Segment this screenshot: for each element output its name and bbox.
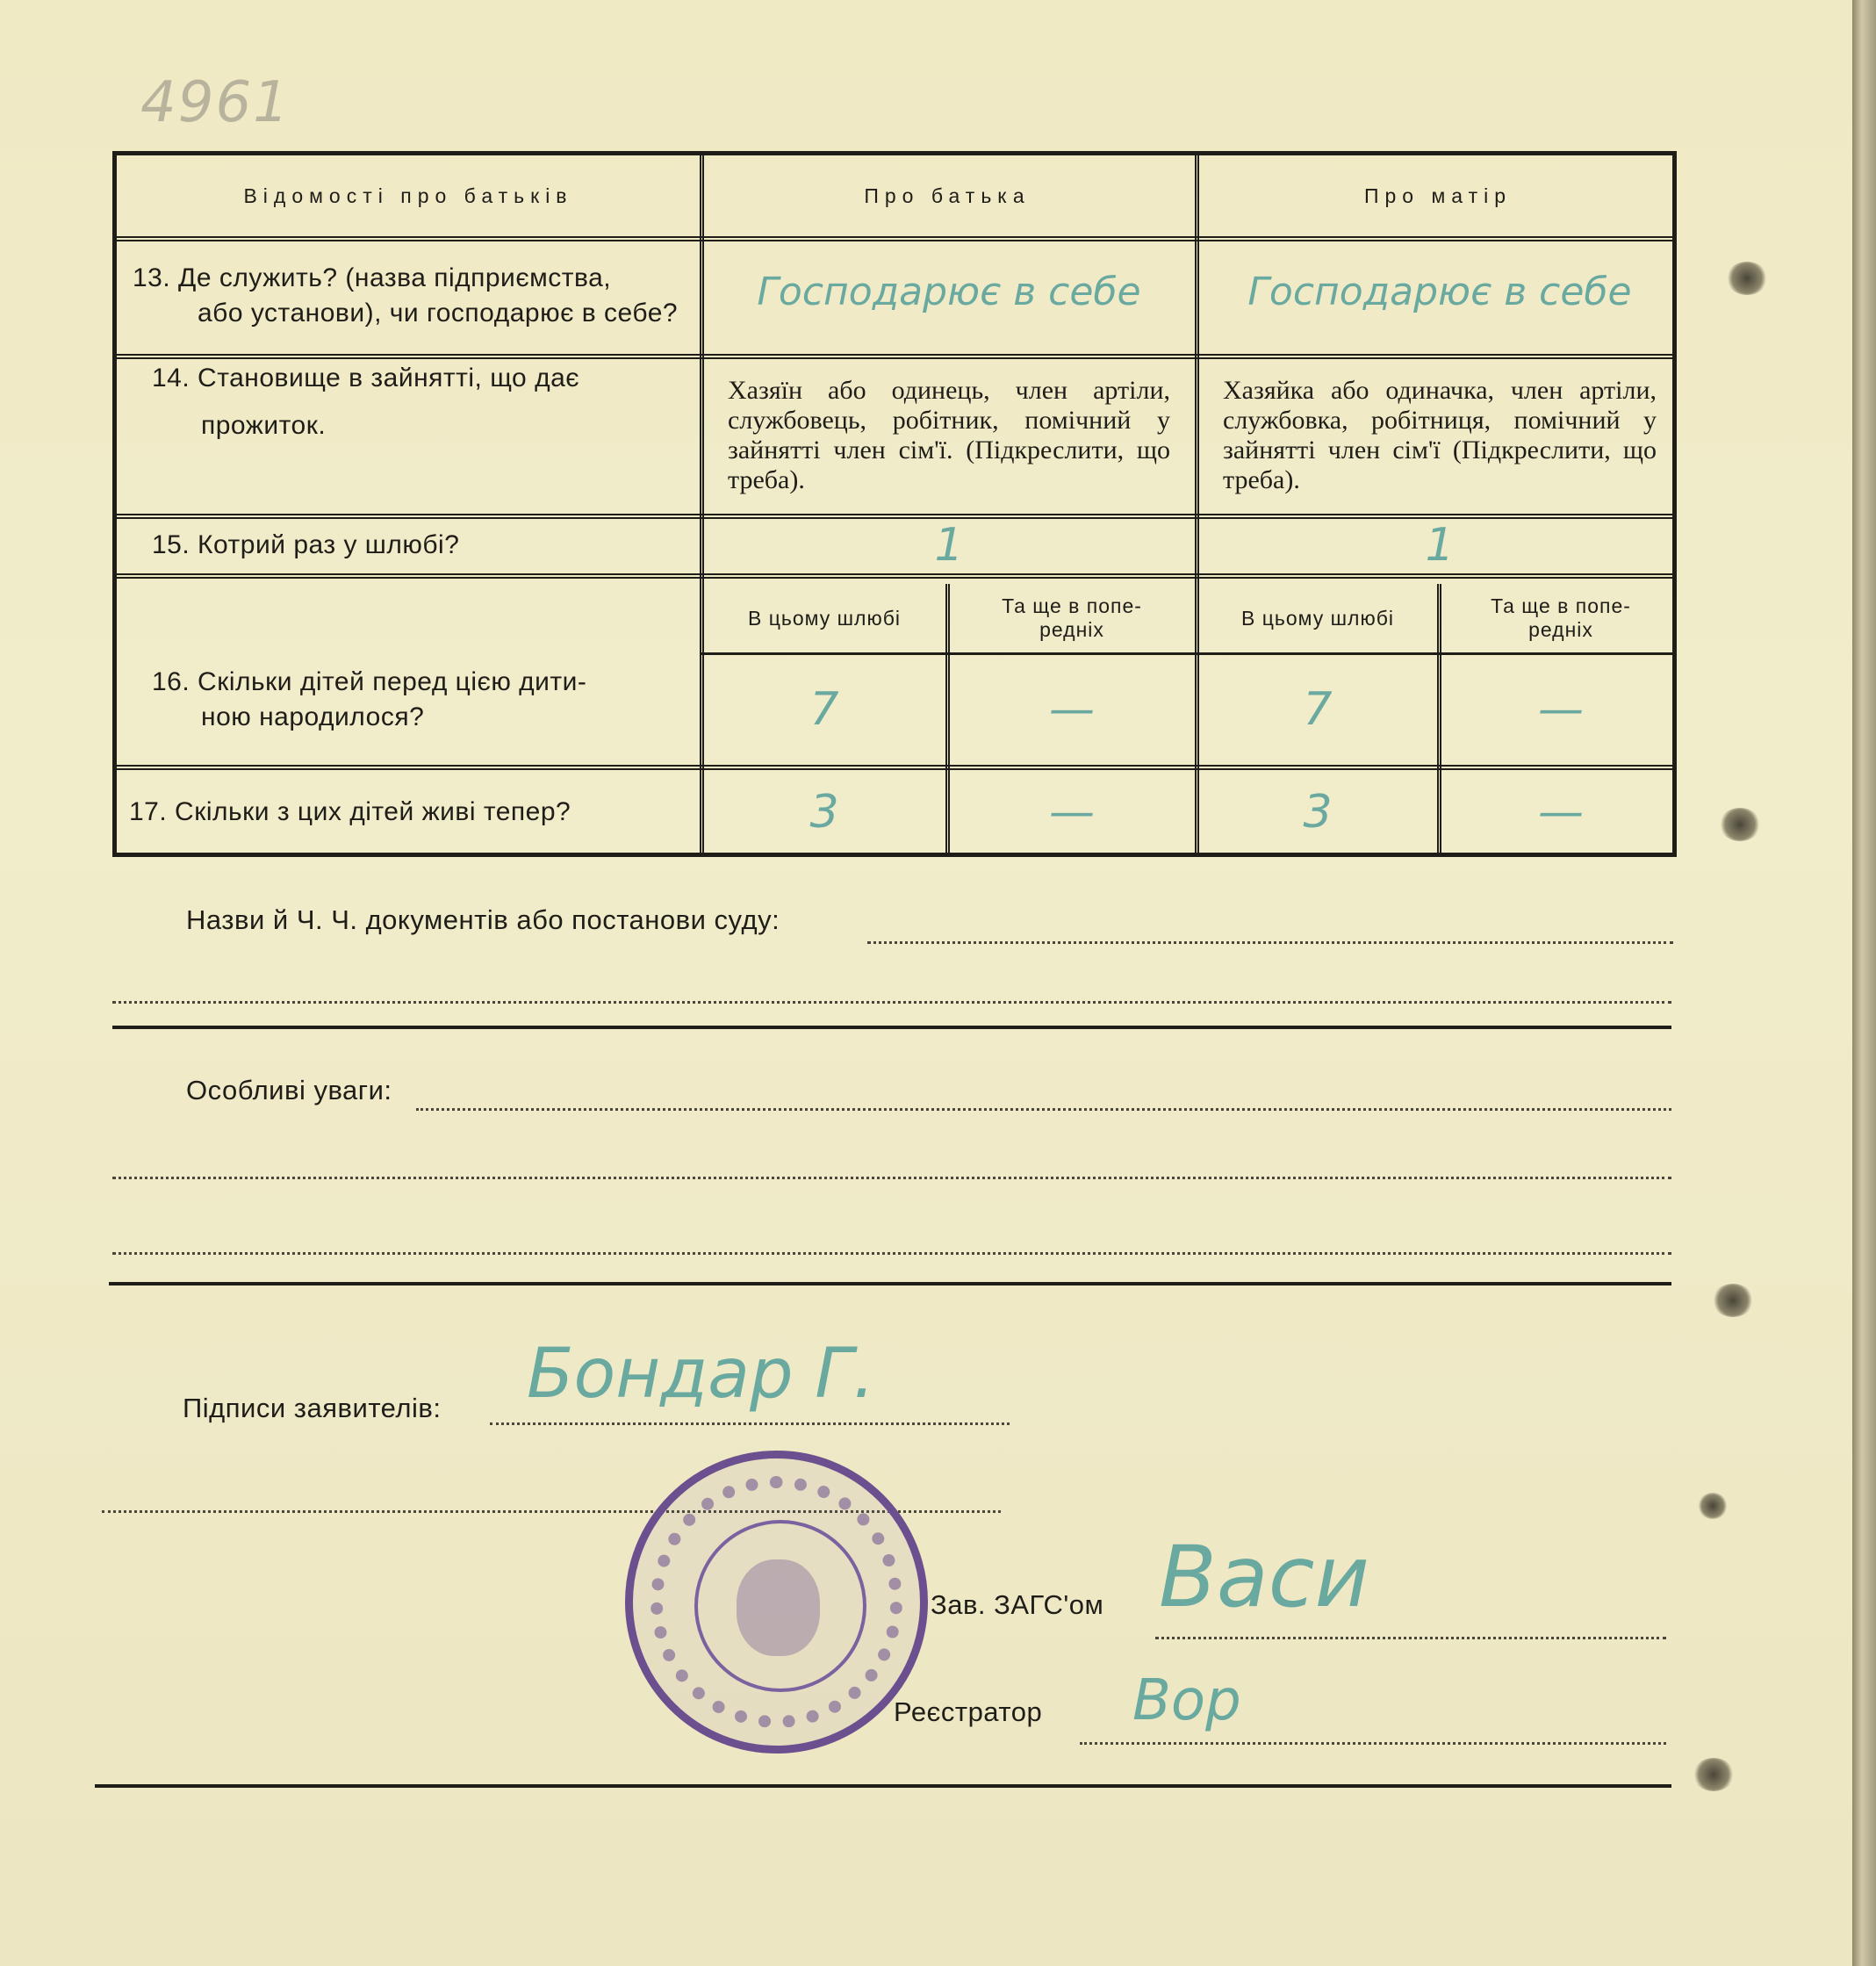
question-16-line1: 16. Скільки дітей перед цією дити- <box>152 667 587 696</box>
question-17: 17. Скільки з цих дітей живі тепер? <box>129 797 571 826</box>
table-subheader-divider <box>700 652 1672 655</box>
notes-dotted-line <box>416 1108 1671 1111</box>
header-father: Про батька <box>864 184 1031 207</box>
answer-15-father: 1 <box>934 519 964 572</box>
question-16-line2: ною народилося? <box>201 702 425 731</box>
answer-16-father-prev: — <box>1049 683 1095 736</box>
notes-dotted-line-2 <box>112 1177 1671 1179</box>
answer-13-mother: Господарює в себе <box>1247 269 1632 314</box>
header-mother: Про матір <box>1363 184 1513 207</box>
section-divider <box>112 1026 1671 1029</box>
binding-hole <box>1719 808 1761 841</box>
question-14 <box>152 361 696 510</box>
pencil-page-number: 4961 <box>140 70 291 135</box>
answer-16-father-this: 7 <box>809 683 839 736</box>
answer-13-father: Господарює в себе <box>757 269 1141 314</box>
question-16 <box>152 665 696 761</box>
page-edge <box>1852 0 1876 1966</box>
documents-dotted-line <box>867 941 1673 944</box>
official-stamp <box>625 1451 928 1754</box>
table-row-divider <box>117 236 1672 241</box>
subheader-mother-previous: Та ще в попе- редніх <box>1491 594 1631 641</box>
question-14-line2: прожиток. <box>201 411 327 440</box>
notes-label: Особливі уваги: <box>186 1075 392 1105</box>
bottom-divider <box>95 1784 1671 1788</box>
binding-hole <box>1712 1284 1754 1317</box>
registrar-dotted-line <box>1080 1742 1666 1745</box>
answer-16-mother-prev: — <box>1538 683 1584 736</box>
answer-15-mother: 1 <box>1425 519 1455 572</box>
question-15: 15. Котрий раз у шлюбі? <box>152 530 460 559</box>
registrar-signature: Вор <box>1132 1668 1241 1733</box>
subheader-father-previous: Та ще в попе- редніх <box>1002 594 1142 641</box>
head-registry-label: Зав. ЗАГС'ом <box>931 1589 1104 1620</box>
subheader-father-this-marriage: В цьому шлюбі <box>747 606 902 630</box>
answer-17-mother-prev: — <box>1538 786 1584 839</box>
notes-dotted-line-3 <box>112 1252 1671 1255</box>
table-row-divider <box>117 354 1672 359</box>
parents-info-table <box>112 151 1677 857</box>
table-col-divider <box>1195 155 1199 853</box>
signatures-label: Підписи заявителів: <box>183 1393 442 1423</box>
question-13-line1: 13. Де служить? (назва підприємства, <box>133 263 612 292</box>
table-subcol-divider <box>1437 584 1441 853</box>
question-13-line2: або установи), чи господарює в себе? <box>198 299 679 328</box>
question-13 <box>133 243 694 349</box>
table-col-divider <box>700 155 704 853</box>
applicant-signature: Бондар Г. <box>527 1335 875 1414</box>
binding-hole <box>1693 1758 1735 1791</box>
subheader-mother-this-marriage: В цьому шлюбі <box>1240 606 1395 630</box>
answer-17-father-prev: — <box>1049 786 1095 839</box>
header-parents-info: Відомості про батьків <box>243 184 573 207</box>
answer-17-father-this: 3 <box>809 786 839 839</box>
options-14-father: Хазяїн або одинець, член артіли, службовець, робітник, помічний у зайнятті член сім'ї. (Підкреслити, що треба). <box>728 376 1170 494</box>
documents-dotted-line-2 <box>112 1001 1671 1004</box>
head-registry-dotted-line <box>1155 1637 1666 1639</box>
table-subcol-divider <box>945 584 950 853</box>
head-registry-signature: Васи <box>1159 1528 1369 1626</box>
answer-17-mother-this: 3 <box>1303 786 1333 839</box>
documents-label: Назви й Ч. Ч. документів або постанови суду: <box>186 904 780 935</box>
binding-hole <box>1698 1493 1728 1519</box>
question-14-line1: 14. Становище в зайнятті, що дає <box>152 364 580 392</box>
stamp-emblem-icon <box>737 1559 820 1656</box>
signature-dotted-line <box>490 1422 1010 1425</box>
registrar-label: Реєстратор <box>894 1696 1043 1727</box>
table-row-divider <box>117 573 1672 579</box>
binding-hole <box>1726 262 1768 295</box>
answer-16-mother-this: 7 <box>1303 683 1333 736</box>
section-divider-2 <box>109 1282 1671 1285</box>
options-14-mother: Хазяйка або одиначка, член артіли, службовка, робітниця, помічний у зайнятті член сім'ї (Підкреслити, що треба). <box>1223 376 1657 494</box>
